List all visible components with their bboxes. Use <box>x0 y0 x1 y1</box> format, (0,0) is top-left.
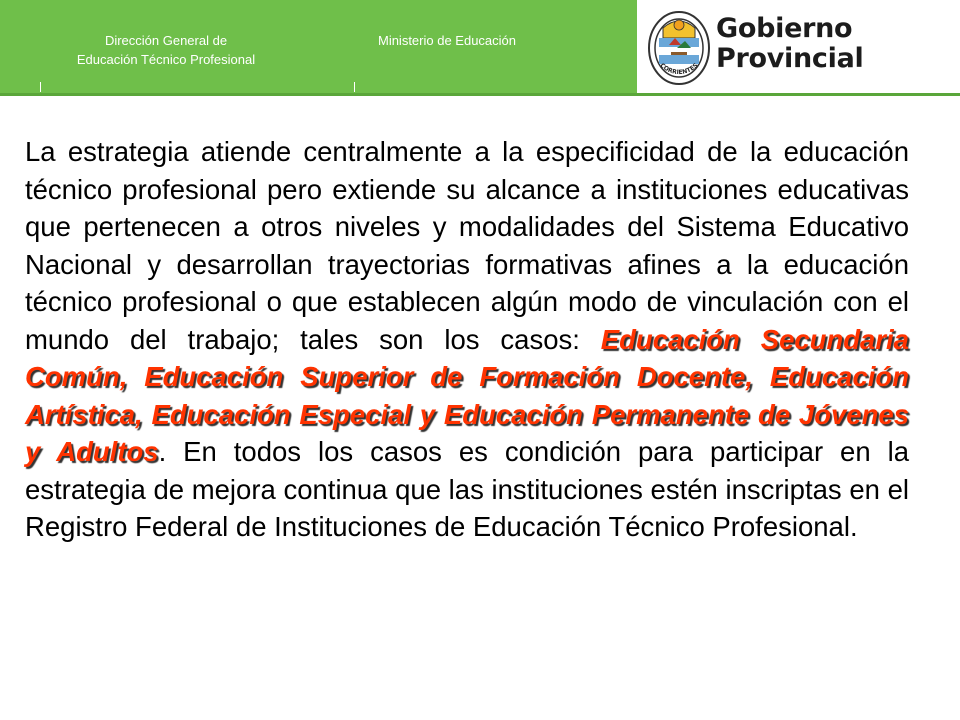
highlighted-modalities: Educación Secundaria Común, Educación Superior de Formación Docente, Educación Artística, Educación Especial y Educación Permanente de Jóvenes y Adultos <box>25 323 909 467</box>
seal-lettering: CORRIENTES <box>658 62 700 77</box>
header-tick-left <box>40 82 41 92</box>
header-direccion-line2: Educación Técnico Profesional <box>76 52 256 67</box>
paragraph-start: La estrategia atiende centralmente a la especificidad de la educación técnico profesional pero extiende su alcance a instituciones educativas que pertenecen a otros niveles y modalidades del Sistema Educativo Nacional y desarrollan trayectorias formativas afines a la educación técnico profesional o que establecen algún modo de vinculación con el mundo del trabajo; tales son los casos: <box>25 136 909 355</box>
logo-text <box>716 14 863 74</box>
header-direccion <box>20 31 312 69</box>
header-rule <box>0 93 960 96</box>
header-direccion-line1: Dirección General de <box>104 33 228 48</box>
header-band <box>0 0 960 93</box>
gobierno-provincial-logo <box>637 0 960 93</box>
logo-line2: Provincial <box>716 43 864 74</box>
header-tick-mid <box>354 82 355 92</box>
paragraph-end: . En todos los casos es condición para participar en la estrategia de mejora continua que las instituciones estén inscriptas en el Registro Federal de Instituciones de Educación Técnico Profesional. <box>25 436 909 542</box>
corrientes-seal-icon <box>647 8 711 86</box>
logo-line1: Gobierno <box>716 13 853 44</box>
main-paragraph <box>25 133 909 546</box>
header-ministerio: Ministerio de Educación <box>377 33 517 48</box>
